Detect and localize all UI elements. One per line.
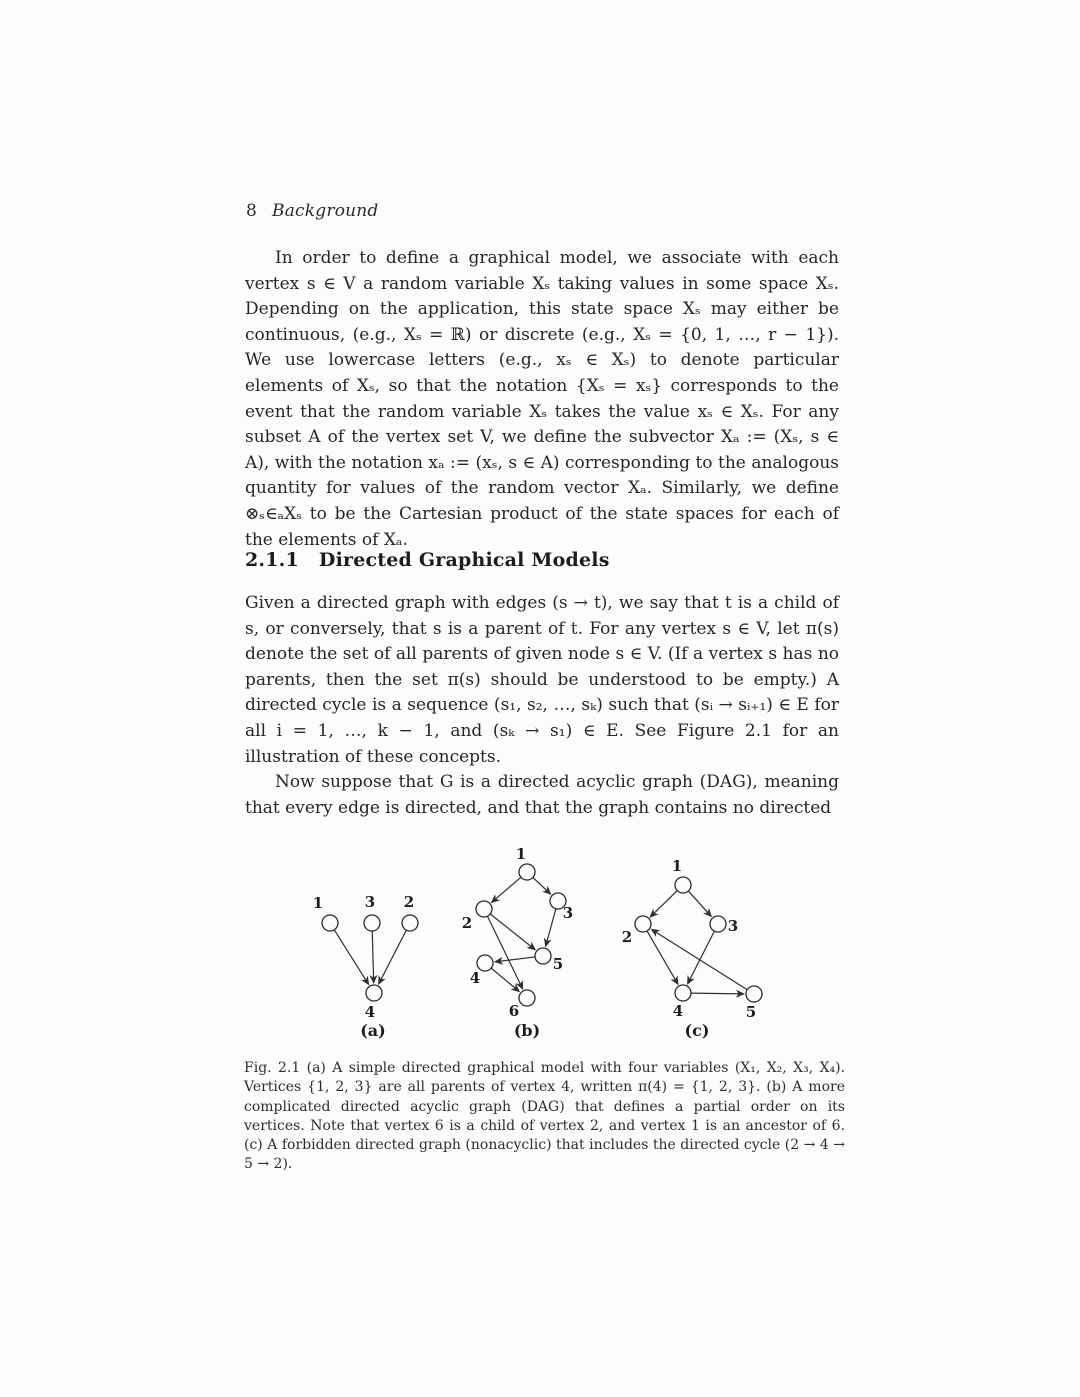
edge-3-to-5 xyxy=(546,909,556,947)
edge-5-to-4 xyxy=(495,957,535,962)
subfigure-label-a: (a) xyxy=(360,1021,386,1040)
body-paragraph-1: Given a directed graph with edges (s → t), we say that t is a child of s, or conversely, that s is a parent of t. For any vertex s ∈ V, let π(s) denote the set of all parents of given node s ∈ V. (If a vertex s has no parents, then the set π(s) should be understood to be empty.) A directed cycle is a sequence (s₁, s₂, …, sₖ) such that (sᵢ → sᵢ₊₁) ∈ E for all i = 1, …, k − 1, and (sₖ → s₁) ∈ E. See Figure 2.1 for an illustration of these concepts. xyxy=(245,593,839,767)
edge-2-to-4 xyxy=(647,931,678,984)
vertex-label-b-5: 5 xyxy=(552,955,564,973)
edge-1-to-2 xyxy=(492,877,521,902)
graph-a xyxy=(313,893,418,1040)
section-number: 2.1.1 xyxy=(245,549,299,571)
figure-2-1 xyxy=(290,838,840,1057)
vertex-circle-c-4 xyxy=(675,985,691,1001)
vertex-circle-c-1 xyxy=(675,877,691,893)
vertex-circle-a-2 xyxy=(402,915,418,931)
vertex-circle-c-3 xyxy=(710,916,726,932)
intro-paragraph: In order to define a graphical model, we associate with each vertex s ∈ V a random variable Xₛ taking values in some space Xₛ. Depending on the application, this state space Xₛ may either be continuous, (e.g., Xₛ = ℝ) or discrete (e.g., Xₛ = {0, 1, …, r − 1}). We use lowercase letters (e.g., xₛ ∈ Xₛ) to denote particular elements of Xₛ, so that the notation {Xₛ = xₛ} corresponds to the event that the random variable Xₛ takes the value xₛ ∈ Xₛ. For any subset A of the vertex set V, we define the subvector Xₐ := (Xₛ, s ∈ A), with the notation xₐ := (xₛ, s ∈ A) corresponding to the analogous quantity for values of the random vector Xₐ. Similarly, we define ⊗ₛ∈ₐXₛ to be the Cartesian product of the state spaces for each of the elements of Xₐ. xyxy=(245,248,839,550)
edge-2-to-4 xyxy=(379,930,407,984)
vertex-label-c-4: 4 xyxy=(672,1002,684,1020)
subfigure-label-c: (c) xyxy=(684,1021,710,1040)
vertex-label-c-1: 1 xyxy=(671,857,683,875)
page-number: 8 xyxy=(246,201,258,221)
vertex-label-a-1: 1 xyxy=(312,894,324,912)
graph-c xyxy=(622,857,762,1040)
edge-1-to-4 xyxy=(334,930,368,985)
intro-paragraph-block xyxy=(245,246,839,553)
vertex-label-a-3: 3 xyxy=(364,893,376,911)
vertex-circle-b-6 xyxy=(519,990,535,1006)
vertex-label-b-3: 3 xyxy=(562,904,574,922)
section-body-block xyxy=(245,591,839,821)
edge-4-to-5 xyxy=(691,993,744,994)
edge-5-to-2 xyxy=(651,929,747,989)
edge-2-to-5 xyxy=(490,914,535,950)
body-paragraph-2: Now suppose that G is a directed acyclic graph (DAG), meaning that every edge is directed, and that the graph contains no directed xyxy=(245,772,839,818)
edge-1-to-3 xyxy=(688,891,711,917)
vertex-circle-a-4 xyxy=(366,985,382,1001)
vertex-label-b-4: 4 xyxy=(469,969,481,987)
vertex-circle-b-2 xyxy=(476,901,492,917)
section-heading xyxy=(245,549,610,571)
vertex-circle-a-3 xyxy=(364,915,380,931)
vertex-label-c-5: 5 xyxy=(745,1003,757,1021)
edge-1-to-2 xyxy=(650,891,677,917)
edge-3-to-4 xyxy=(372,931,373,983)
figure-canvas xyxy=(290,838,840,1053)
chapter-title: Background xyxy=(272,201,379,221)
figure-caption: Fig. 2.1 (a) A simple directed graphical model with four variables (X₁, X₂, X₃, X₄). Vertices {1, 2, 3} are all parents of vertex 4, written π(4) = {1, 2, 3}. (b) A more complicated directed acyclic graph (DAG) that defines a partial order on its vertices. Note that vertex 6 is a child of vertex 2, and vertex 1 is an ancestor of 6. (c) A forbidden directed graph (nonacyclic) that includes the directed cycle (2 → 4 → 5 → 2). xyxy=(244,1060,845,1173)
edge-1-to-3 xyxy=(533,877,551,894)
vertex-label-b-2: 2 xyxy=(461,914,473,932)
edge-3-to-4 xyxy=(688,931,715,984)
vertex-label-c-2: 2 xyxy=(621,928,633,946)
vertex-label-b-6: 6 xyxy=(508,1002,520,1020)
vertex-label-a-4: 4 xyxy=(364,1003,376,1021)
edge-2-to-6 xyxy=(487,916,522,989)
section-title: Directed Graphical Models xyxy=(318,549,610,571)
running-head xyxy=(246,201,379,221)
vertex-circle-b-5 xyxy=(535,948,551,964)
vertex-circle-c-2 xyxy=(635,916,651,932)
vertex-circle-b-1 xyxy=(519,864,535,880)
edge-4-to-6 xyxy=(491,968,519,991)
vertex-label-c-3: 3 xyxy=(727,917,739,935)
vertex-label-b-1: 1 xyxy=(515,845,527,863)
vertex-circle-c-5 xyxy=(746,986,762,1002)
vertex-circle-a-1 xyxy=(322,915,338,931)
graph-b xyxy=(462,845,573,1040)
vertex-label-a-2: 2 xyxy=(403,893,415,911)
subfigure-label-b: (b) xyxy=(513,1021,541,1040)
